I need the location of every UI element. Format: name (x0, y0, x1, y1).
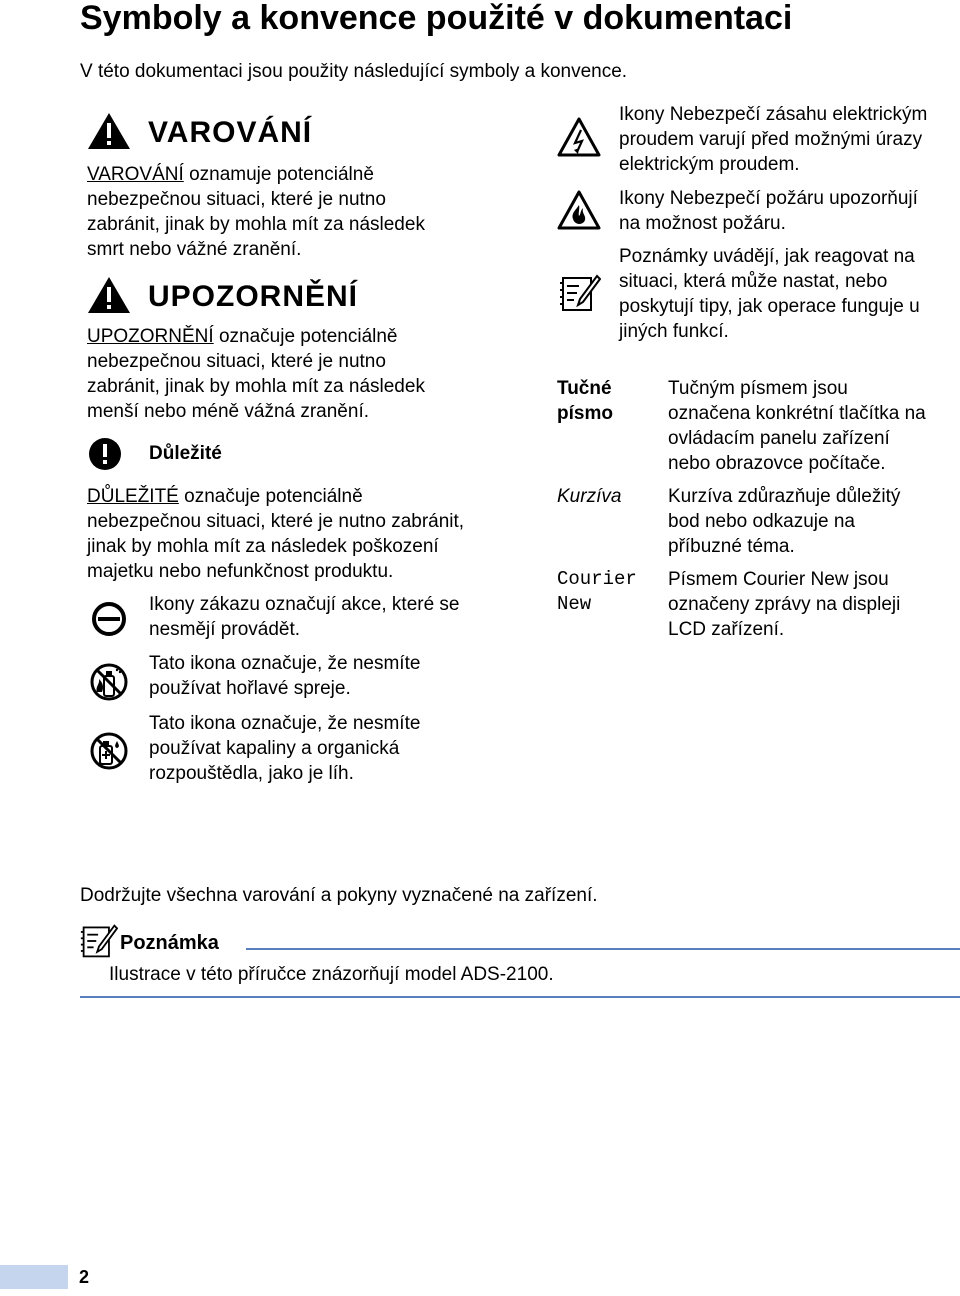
convention-desc-line: Písmem Courier New jsou (668, 569, 889, 590)
convention-term-italic (557, 484, 621, 509)
important-exclamation-icon (89, 438, 121, 470)
no-liquid-line: Tato ikona označuje, že nesmíte (149, 713, 421, 734)
fire-line: Ikony Nebezpečí požáru upozorňují (619, 188, 918, 209)
caution-description (87, 324, 487, 424)
caution-triangle-icon (87, 276, 131, 314)
no-flammable-spray-icon (89, 662, 129, 702)
convention-desc-line: označeny zprávy na displeji (668, 594, 901, 615)
warning-heading: VAROVÁNÍ (148, 116, 313, 149)
note-text: Ilustrace v této příručce znázorňují model ADS-2100. (109, 964, 554, 985)
no-liquid-line: používat kapaliny a organická (149, 738, 400, 759)
important-line: označuje potenciálně (184, 486, 363, 507)
note-line: poskytují tipy, jak operace funguje u (619, 296, 920, 317)
no-spray-line: Tato ikona označuje, že nesmíte (149, 653, 421, 674)
caution-line: menší nebo méně vážná zranění. (87, 401, 370, 422)
no-flammable-spray-description (149, 651, 509, 701)
caution-line: zabránit, jinak by mohla mít za následek (87, 376, 425, 397)
convention-term-bold (557, 376, 613, 426)
convention-desc-line: příbuzné téma. (668, 536, 795, 557)
prohibition-line: nesmějí provádět. (149, 619, 301, 640)
note-pencil-icon (559, 272, 601, 314)
no-liquid-line: rozpouštědla, jako je líh. (149, 763, 354, 784)
note-description (619, 244, 959, 344)
fire-hazard-icon (557, 190, 601, 230)
convention-desc-bold (668, 376, 958, 476)
electrical-hazard-description (619, 102, 959, 177)
convention-desc-line: označena konkrétní tlačítka na (668, 403, 926, 424)
important-description (87, 484, 487, 584)
convention-desc-line: bod nebo odkazuje na (668, 511, 855, 532)
prohibition-description (149, 592, 509, 642)
convention-desc-mono (668, 567, 958, 642)
convention-desc-line: nebo obrazovce počítače. (668, 453, 886, 474)
convention-term-mono (557, 567, 637, 617)
note-heading-rule (246, 948, 960, 950)
note-heading-pencil-icon (80, 922, 118, 960)
convention-desc-line: Tučným písmem jsou (668, 378, 848, 399)
warning-description (87, 162, 487, 262)
convention-desc-line: Kurzíva zdůrazňuje důležitý (668, 486, 901, 507)
convention-term-line: New (557, 593, 592, 615)
note-heading: Poznámka (120, 932, 219, 954)
caution-line: označuje potenciálně (218, 326, 398, 347)
prohibition-line: Ikony zákazu označují akce, které se (149, 594, 460, 615)
note-line: jiných funkcí. (619, 321, 729, 342)
page-title: Symboly a konvence použité v dokumentaci (80, 0, 793, 37)
convention-desc-line: ovládacím panelu zařízení (668, 428, 890, 449)
warning-line: oznamuje potenciálně (189, 164, 374, 185)
important-heading: Důležité (149, 443, 222, 464)
warning-triangle-icon (87, 112, 131, 150)
warning-line: nebezpečnou situaci, které je nutno (87, 189, 386, 210)
no-liquid-solvent-icon (89, 731, 129, 771)
important-line: jinak by mohla mít za následek poškození (87, 536, 439, 557)
convention-desc-italic (668, 484, 958, 559)
electrical-line: proudem varují před možnými úrazy (619, 129, 923, 150)
caution-heading: UPOZORNĚNÍ (148, 280, 359, 313)
page-number: 2 (79, 1267, 90, 1287)
convention-term-line: Tučné (557, 378, 612, 399)
intro-text: V této dokumentaci jsou použity následující symboly a konvence. (80, 61, 628, 82)
caution-term: UPOZORNĚNÍ (87, 326, 214, 347)
important-line: majetku nebo nefunkčnost produktu. (87, 561, 394, 582)
note-bottom-rule (80, 996, 960, 998)
important-line: nebezpečnou situaci, které je nutno zabránit, (87, 511, 465, 532)
note-line: Poznámky uvádějí, jak reagovat na (619, 246, 915, 267)
page-number-bar (0, 1265, 68, 1289)
no-spray-line: používat hořlavé spreje. (149, 678, 351, 699)
convention-term-line: Courier (557, 568, 637, 590)
no-liquid-solvent-description (149, 711, 509, 786)
follow-warnings-text: Dodržujte všechna varování a pokyny vyznačené na zařízení. (80, 885, 598, 906)
warning-line: smrt nebo vážné zranění. (87, 239, 302, 260)
convention-term-line: Kurzíva (557, 486, 622, 507)
convention-desc-line: LCD zařízení. (668, 619, 785, 640)
warning-term: VAROVÁNÍ (87, 164, 184, 185)
fire-line: na možnost požáru. (619, 213, 786, 234)
warning-line: zabránit, jinak by mohla mít za následek (87, 214, 425, 235)
convention-term-line: písmo (557, 403, 613, 424)
electrical-hazard-icon (557, 117, 601, 157)
prohibition-icon (91, 601, 127, 637)
electrical-line: elektrickým proudem. (619, 154, 800, 175)
note-line: situaci, která může nastat, nebo (619, 271, 888, 292)
caution-line: nebezpečnou situaci, které je nutno (87, 351, 386, 372)
important-term: DŮLEŽITÉ (87, 486, 179, 507)
fire-hazard-description (619, 186, 959, 236)
electrical-line: Ikony Nebezpečí zásahu elektrickým (619, 104, 928, 125)
